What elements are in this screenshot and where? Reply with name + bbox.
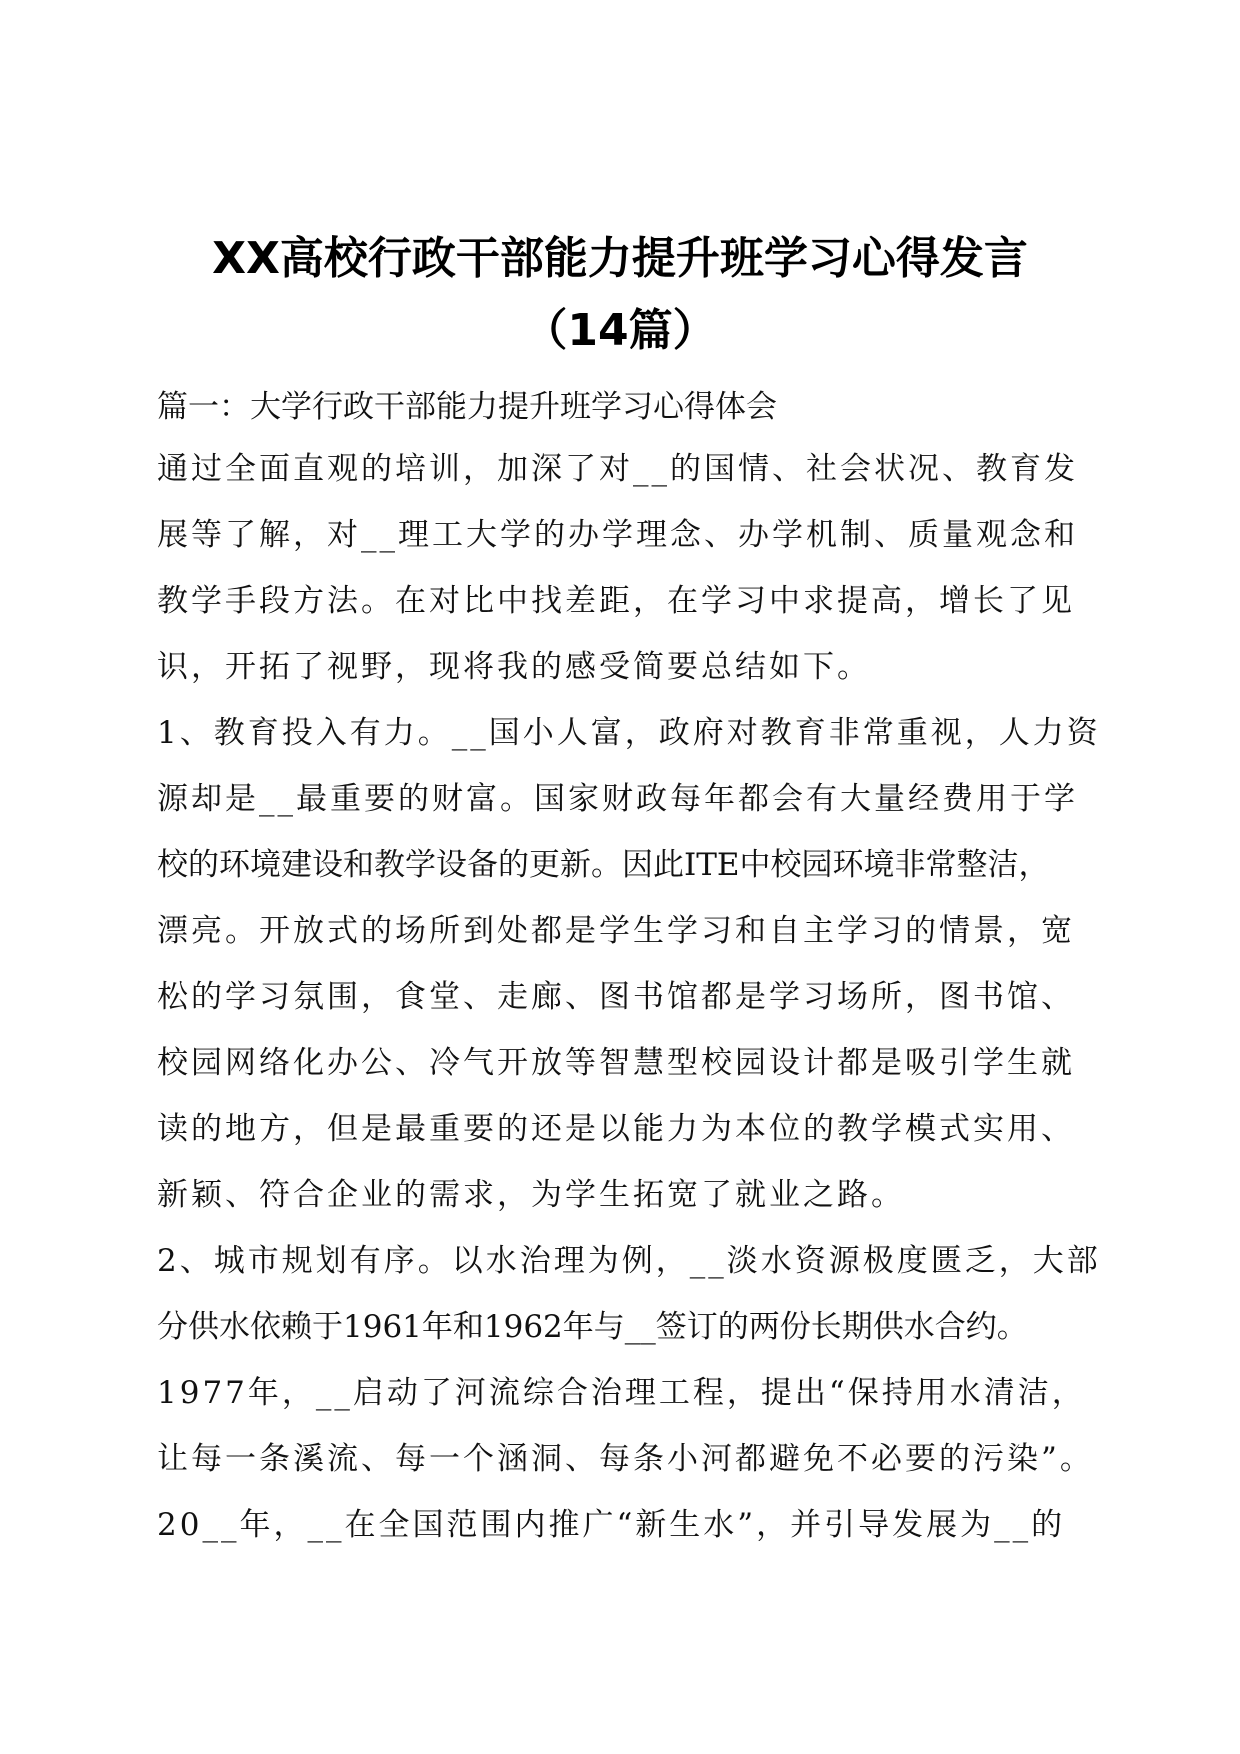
document-title-count: （14篇） [523, 305, 717, 356]
paragraph-line: 松的学习氛围，食堂、走廊、图书馆都是学习场所，图书馆、 [157, 979, 1075, 1015]
paragraph-line: 源却是__最重要的财富。国家财政每年都会有大量经费用于学 [157, 781, 1078, 817]
paragraph-line: 识，开拓了视野，现将我的感受简要总结如下。 [157, 649, 871, 685]
paragraph-line: 通过全面直观的培训，加深了对__的国情、社会状况、教育发 [157, 451, 1078, 487]
paragraph-line: 漂亮。开放式的场所到处都是学生学习和自主学习的情景，宽 [157, 913, 1075, 949]
document-title: XX高校行政干部能力提升班学习心得发言 [212, 233, 1028, 284]
paragraph-line: 1977年，__启动了河流综合治理工程，提出“保持用水清洁， [157, 1375, 1086, 1411]
paragraph-line: 教学手段方法。在对比中找差距，在学习中求提高，增长了见 [157, 583, 1075, 619]
paragraph-line: 校的环境建设和教学设备的更新。因此ITE中校园环境非常整洁， [157, 847, 1050, 883]
paragraph-line: 新颖、符合企业的需求，为学生拓宽了就业之路。 [157, 1177, 905, 1213]
paragraph-line: 分供水依赖于1961年和1962年与__签订的两份长期供水合约。 [157, 1309, 1028, 1345]
section-heading: 篇一：大学行政干部能力提升班学习心得体会 [157, 389, 777, 425]
paragraph-line: 读的地方，但是最重要的还是以能力为本位的教学模式实用、 [157, 1111, 1075, 1147]
paragraph-line: 展等了解，对__理工大学的办学理念、办学机制、质量观念和 [157, 517, 1078, 553]
paragraph-line: 校园网络化办公、冷气开放等智慧型校园设计都是吸引学生就 [157, 1045, 1075, 1081]
paragraph-line: 1、教育投入有力。__国小人富，政府对教育非常重视，人力资 [157, 715, 1101, 751]
document-body [157, 389, 1101, 1558]
paragraph-line: 让每一条溪流、每一个涵洞、每条小河都避免不必要的污染”。 [157, 1441, 1094, 1477]
paragraph-line: 2、城市规划有序。以水治理为例，__淡水资源极度匮乏，大部 [157, 1243, 1101, 1279]
paragraph-line: 20__年，__在全国范围内推广“新生水”，并引导发展为__的 [157, 1507, 1066, 1543]
